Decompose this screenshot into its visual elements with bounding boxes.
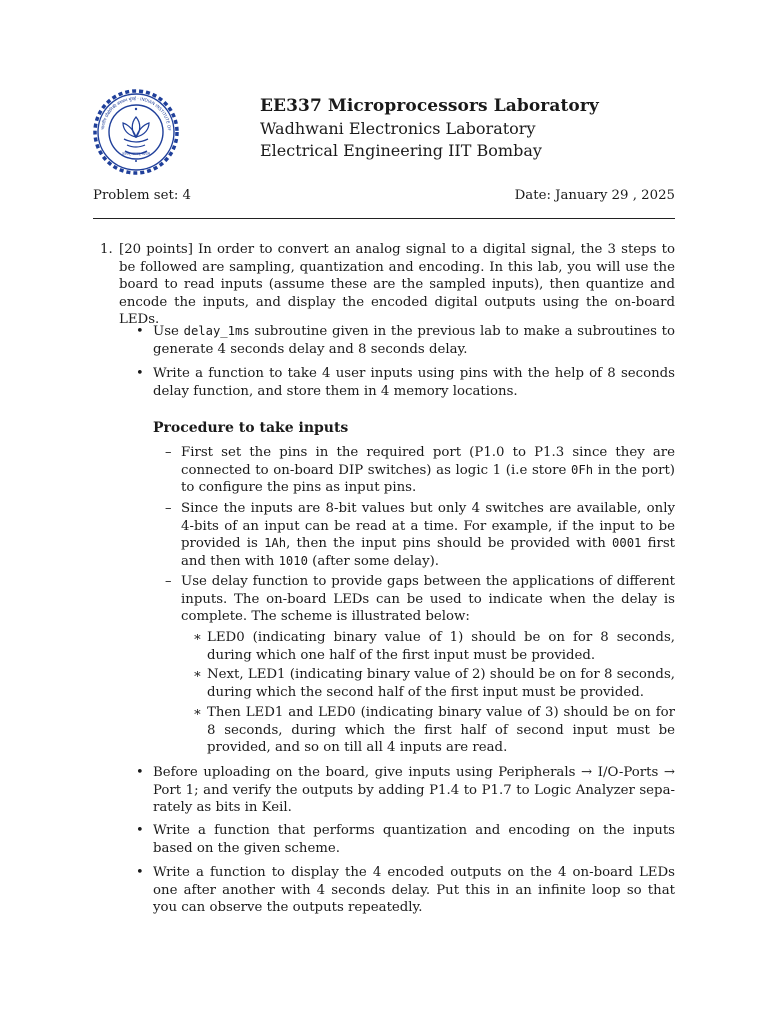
star-marker: ∗ — [193, 630, 202, 645]
bullet-marker: • — [136, 823, 144, 838]
star-marker: ∗ — [193, 705, 202, 720]
bullet-delay-subroutine — [153, 323, 675, 358]
bullet-text: Use — [153, 324, 179, 339]
bullet-quantization: Write a function that performs quantization and encoding on the inputs based on the given scheme. — [153, 823, 675, 856]
iit-bombay-logo — [91, 87, 181, 177]
bullet-keil-verify: Before uploading on the board, give inputs using Peripherals → I/O-Ports → Port 1; and verify the outputs by adding P1.4 to P1.7 to Logic Analyzer sepa-rately as bits in Keil. — [153, 765, 675, 815]
code-1010: 1010 — [278, 553, 308, 568]
code-0fh: 0Fh — [571, 462, 594, 477]
step-text: First set the pins in the required port (P1.0 to P1.3 since they are connected to on-board DIP switches) as logic 1 (i.e store — [181, 445, 675, 478]
step-text: , then the input pins should be provided with — [286, 536, 606, 551]
question-points: [20 points] — [119, 242, 193, 257]
code-1ah: 1Ah — [264, 536, 287, 550]
step-text: (after some delay). — [312, 553, 440, 569]
dash-marker: – — [165, 574, 172, 589]
svg-text:ज्ञानम् परमम् ध्येयम्: ज्ञानम् परमम् ध्येयम् — [122, 151, 150, 156]
header-block — [260, 94, 599, 162]
procedure-heading: Procedure to take inputs — [153, 420, 349, 436]
lab-name: Wadhwani Electronics Laboratory — [260, 119, 536, 138]
bullet-marker: • — [136, 765, 144, 780]
question-text — [119, 241, 675, 329]
scheme-led1: Next, LED1 (indicating binary value of 2) should be on for 8 seconds, during which the second half of the first input must be provided. — [207, 667, 675, 700]
logo-ring-text: भारतीय प्रौद्योगिकी संस्थान मुंबई · INDIAN INSTITUTE OF — [100, 95, 172, 131]
date-label: Date: January 29 , 2025 — [514, 188, 675, 203]
course-title: EE337 Microprocessors Laboratory — [260, 96, 599, 116]
problem-set-label: Problem set: 4 — [93, 188, 191, 203]
step-text: Since the inputs are 8-bit values but only 4 switches are available, only 4-bits of an input can be read at a time. For example, if the input to be provided is — [181, 501, 675, 551]
question-body: In order to convert an analog signal to a digital signal, the 3 steps to be followed are sampling, quantization and encoding. In this lab, you will use the board to read inputs (assume these are the sampled inputs), then quantize and encode the inputs, and display the encoded digital outputs using the on-board LEDs. — [119, 242, 675, 327]
question-number: 1. — [100, 242, 113, 257]
step-text: in the port) to configure the pins as input pins. — [181, 462, 676, 495]
step-set-pins — [181, 444, 675, 497]
scheme-led0: LED0 (indicating binary value of 1) should be on for 8 seconds, during which one half of the first input must be provided. — [207, 630, 675, 663]
bullet-marker: • — [136, 865, 144, 880]
bullet-user-inputs: Write a function to take 4 user inputs using pins with the help of 8 seconds delay function, and store them in 4 memory locations. — [153, 366, 675, 399]
bullet-text: subroutine given in the previous lab to make a subroutines to generate 4 seconds delay and 8 seconds delay. — [153, 324, 675, 357]
code-delay-1ms: delay_1ms — [183, 324, 250, 338]
bullet-marker: • — [136, 366, 144, 381]
bullet-marker: • — [136, 324, 144, 339]
code-0001: 0001 — [612, 536, 642, 550]
dash-marker: – — [165, 445, 172, 460]
step-text: first and then with — [181, 536, 676, 569]
header-divider — [93, 218, 675, 219]
step-4bit-inputs — [181, 500, 675, 570]
bullet-display-outputs: Write a function to display the 4 encoded outputs on the 4 on-board LEDs one after another with 4 seconds delay. Put this in an infinite loop so that you can observe the outputs repeatedly. — [153, 865, 675, 915]
scheme-led1-led0: Then LED1 and LED0 (indicating binary value of 3) should be on for 8 seconds, during which the first half of second input must be provided, and so on till all 4 inputs are read. — [207, 705, 675, 755]
star-marker: ∗ — [193, 667, 202, 682]
step-delay-gaps: Use delay function to provide gaps between the applications of different inputs. The on-board LEDs can be used to indicate when the delay is complete. The scheme is illustrated below: — [181, 574, 675, 624]
dash-marker: – — [165, 501, 172, 516]
department-name: Electrical Engineering IIT Bombay — [260, 141, 542, 160]
